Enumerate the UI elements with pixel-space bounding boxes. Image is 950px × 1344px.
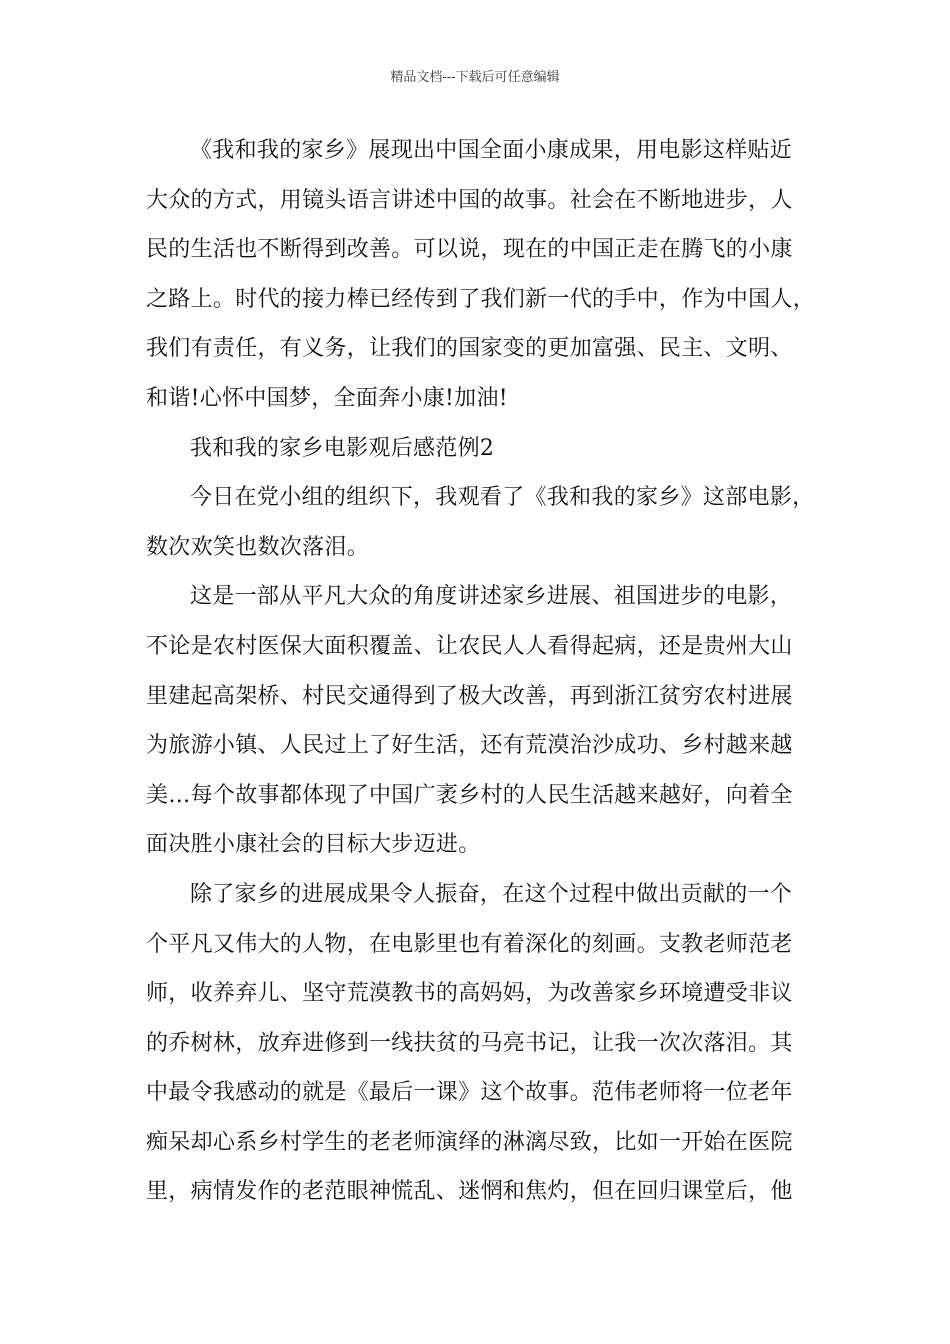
paragraph-line: 为旅游小镇、人民过上了好生活，还有荒漠治沙成功、乡村越来越 (146, 733, 793, 759)
paragraph-line: 师，收养弃儿、坚守荒漠教书的高妈妈，为改善家乡环境遭受非议 (146, 981, 793, 1007)
paragraph-line: 里建起高架桥、村民交通得到了极大改善，再到浙江贫穷农村进展 (146, 683, 793, 709)
paragraph-line: 中最令我感动的就是《最后一课》这个故事。范伟老师将一位老年 (146, 1080, 793, 1106)
paragraph-line: 美…每个故事都体现了中国广袤乡村的人民生活越来越好，向着全 (146, 782, 793, 808)
paragraph-line: 《我和我的家乡》展现出中国全面小康成果，用电影这样贴近 (190, 138, 793, 163)
paragraph-line: 痴呆却心系乡村学生的老老师演绎的淋漓尽致，比如一开始在医院 (146, 1129, 793, 1155)
document-body (146, 126, 816, 1217)
paragraph-line: 民的生活也不断得到改善。可以说，现在的中国正走在腾飞的小康 (146, 237, 793, 263)
paragraph-line: 数次欢笑也数次落泪。 (146, 534, 370, 560)
paragraph-line: 里，病情发作的老范眼神慌乱、迷惘和焦灼，但在回归课堂后，他 (146, 1179, 793, 1205)
paragraph-line: 面决胜小康社会的目标大步迈进。 (146, 832, 481, 858)
paragraph-line: 的乔树林，放弃进修到一线扶贫的马亮书记，让我一次次落泪。其 (146, 1030, 793, 1056)
paragraph-line: 我们有责任，有义务，让我们的国家变的更加富强、民主、文明、 (146, 336, 793, 362)
paragraph-line: 不论是农村医保大面积覆盖、让农民人人看得起病，还是贵州大山 (146, 633, 793, 659)
paragraph-line: 这是一部从平凡大众的角度讲述家乡进展、祖国进步的电影， (190, 584, 793, 610)
paragraph-line: 个平凡又伟大的人物，在电影里也有着深化的刻画。支教老师范老 (146, 931, 793, 957)
paragraph-line: 除了家乡的进展成果令人振奋，在这个过程中做出贡献的一个 (190, 881, 793, 907)
section-title: 我和我的家乡电影观后感范例2 (190, 435, 495, 461)
paragraph-line: 之路上。时代的接力棒已经传到了我们新一代的手中，作为中国人， (146, 286, 816, 312)
paragraph-line: 大众的方式，用镜头语言讲述中国的故事。社会在不断地进步，人 (146, 187, 793, 213)
paragraph-line: 和谐!心怀中国梦，全面奔小康!加油! (146, 385, 508, 411)
paragraph-line: 今日在党小组的组织下，我观看了《我和我的家乡》这部电影， (190, 485, 815, 511)
page-header: 精品文档---下载后可任意编辑 (390, 70, 560, 85)
